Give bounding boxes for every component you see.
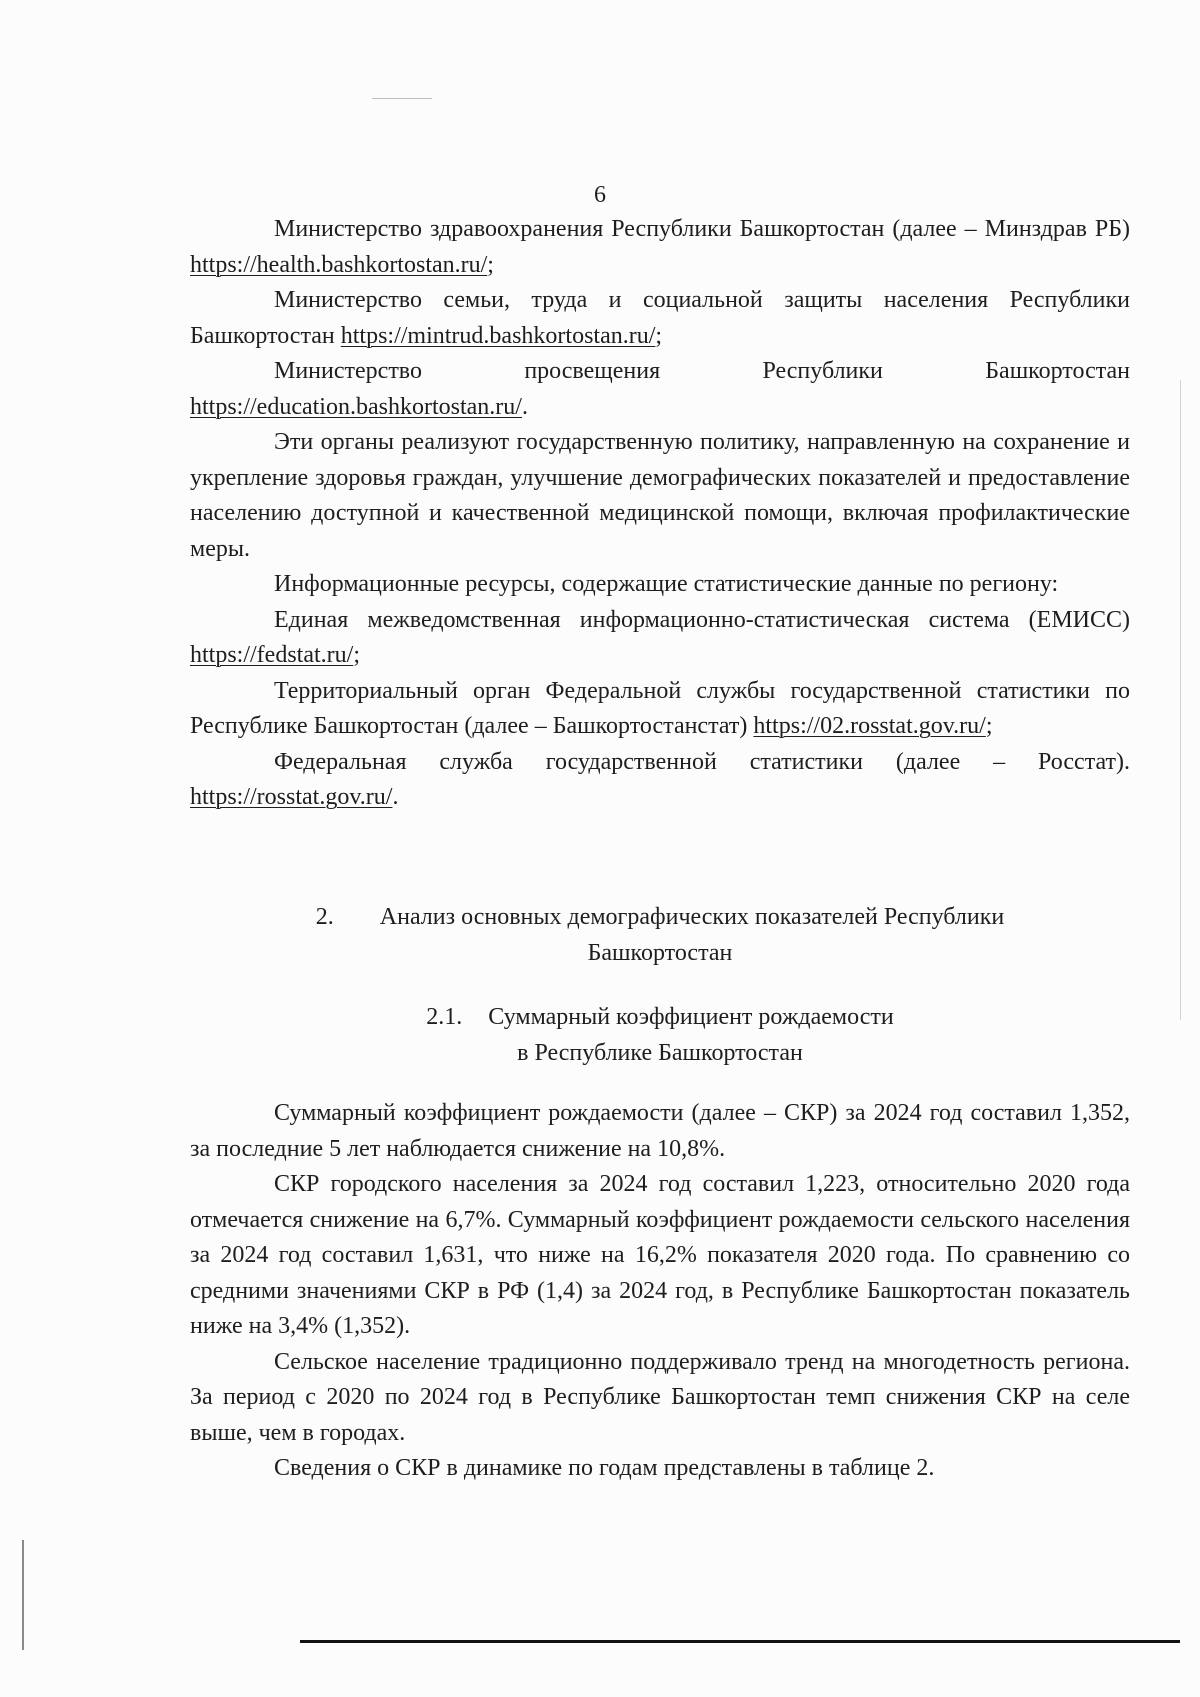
subsection-number: 2.1. — [426, 1004, 463, 1030]
paragraph-policy: Эти органы реализуют государственную политику, направленную на сохранение и укрепление здоровья граждан, улучшение демографических показателей и предоставление населению доступной и качественной медицинской помощи, включая профилактические меры. — [190, 429, 1130, 562]
body-paragraph-skr-total: Суммарный коэффициент рождаемости (далее – СКР) за 2024 год составил 1,352, за последние 5 лет наблюдается снижение на 10,8%. — [190, 1100, 1130, 1162]
section-title: Анализ основных демографических показателей Республики — [379, 904, 1005, 930]
body-paragraph-table-ref: Сведения о СКР в динамике по годам представлены в таблице 2. — [274, 1455, 935, 1481]
paragraph-text: Федеральная служба государственной статистики (далее – Росстат). — [274, 748, 1130, 775]
paragraph-mintrud — [190, 283, 1130, 354]
footer-rule — [300, 1640, 1180, 1643]
paragraph-punct: ; — [487, 251, 494, 278]
section-heading-line1 — [190, 900, 1130, 936]
link-education[interactable]: https://education.bashkortostan.ru/ — [190, 393, 522, 420]
paragraph-punct: ; — [353, 642, 360, 668]
paragraph-resources-intro: Информационные ресурсы, содержащие статистические данные по региону: — [274, 571, 1059, 597]
page-number: 6 — [594, 182, 606, 208]
link-fedstat[interactable]: https://fedstat.ru/ — [190, 642, 354, 668]
subsection-heading — [190, 1000, 1130, 1071]
paragraph-bashstat — [190, 674, 1130, 745]
paragraph-punct: . — [521, 393, 528, 420]
paragraph-text: Территориальный орган Федеральной службы государственной статистики по Республике Башкортостан (далее – Башкортостанстат) — [190, 677, 1130, 739]
link-mintrud[interactable]: https://mintrud.bashkortostan.ru/ — [340, 322, 656, 349]
paragraph-text: Министерство просвещения Республики Башкортостан — [274, 358, 1130, 384]
section-heading — [190, 900, 1130, 971]
paragraph-rosstat — [190, 745, 1130, 816]
paragraph-text: Министерство семьи, труда и социальной защиты населения Республики Башкортостан — [190, 287, 1130, 349]
section-number: 2. — [315, 904, 334, 930]
paragraph-text: Единая межведомственная информационно-статистическая система (ЕМИСС) — [274, 606, 1130, 633]
body-paragraph-rural-trend: Сельское население традиционно поддерживало тренд на многодетность региона. За период с 2020 по 2024 год в Республике Башкортостан темп снижения СКР на селе выше, чем в городах. — [190, 1348, 1130, 1446]
body-text — [190, 1096, 1130, 1487]
link-rosstat[interactable]: https://rosstat.gov.ru/ — [190, 784, 393, 810]
organizations-list — [190, 212, 1130, 816]
paragraph-punct: ; — [985, 713, 993, 739]
subsection-title: Суммарный коэффициент рождаемости — [488, 1004, 894, 1030]
scan-artifact-left-margin — [22, 1540, 24, 1650]
paragraph-text: Министерство здравоохранения Республики Башкортостан (далее – Минздрав РБ) — [274, 216, 1130, 242]
section-heading-line2: Башкортостан — [587, 939, 733, 966]
paragraph-punct: ; — [655, 322, 663, 349]
scan-artifact-top — [372, 98, 432, 99]
paragraph-punct: . — [392, 784, 399, 810]
scan-artifact-right-margin — [1180, 380, 1181, 1020]
body-paragraph-skr-urban-rural: СКР городского населения за 2024 год составил 1,223, относительно 2020 года отмечается снижение на 6,7%. Суммарный коэффициент рождаемости сельского населения за 2024 год составил 1,631, что ниже на 16,2% показателя 2020 года. По сравнению со средними значениями СКР в РФ (1,4) за 2024 год, в Республике Башкортостан показатель ниже на 3,4% (1,352). — [190, 1171, 1130, 1339]
link-rosstat-02[interactable]: https://02.rosstat.gov.ru/ — [753, 713, 986, 739]
link-health[interactable]: https://health.bashkortostan.ru/ — [190, 251, 488, 278]
subsection-heading-line1 — [190, 1000, 1130, 1036]
paragraph-minzdrav — [190, 212, 1130, 283]
subsection-heading-line2: в Республике Башкортостан — [517, 1039, 803, 1066]
paragraph-education — [190, 354, 1130, 425]
paragraph-emiss — [190, 603, 1130, 674]
